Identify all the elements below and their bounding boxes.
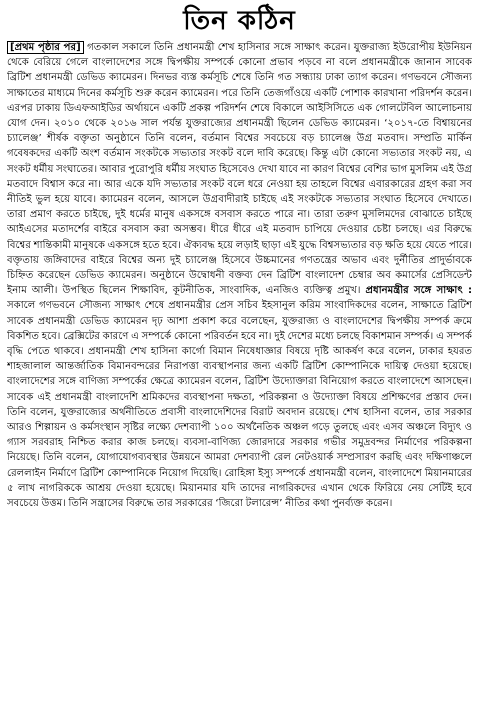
headline: তিন কঠিন	[183, 6, 296, 36]
paragraph-text: গতকাল সকালে তিনি প্রধানমন্ত্রী শেখ হাসিনার সঙ্গে সাক্ষাৎ করেন। যুক্তরাজ্য ইউরোপীয় ইউনিয়ন থেকে বেরিয়ে গেলে বাংলাদেশের সঙ্গে দ্বিপক্ষীয় সম্পর্কে কোনো প্রভাব পড়বে না বলে প্রধানমন্ত্রীকে জানান সাবেক ব্রিটিশ প্রধানমন্ত্রী ডেভিড ক্যামেরন। দিনভর ব্যস্ত কর্মসূচি শেষে তিনি গত সন্ধ্যায় ঢাকা ত্যাগ করেন। গণভবনে সৌজন্য সাক্ষাতের মাধ্যমে দিনের কর্মসূচি শুরু করেন ক্যামেরন। পরে তিনি তেজগাঁওয়ে একটি পোশাক কারখানা পরিদর্শন করেন। এরপর ঢাকায় ডিএফআইডির অর্থায়নে একটি প্রকল্প পরিদর্শন শেষে বিকালে আইসিসিতে এক গোলটেবিল আলোচনায় যোগ দেন। ২০১০ থেকে ২০১৬ সাল পর্যন্ত যুক্তরাজ্যের প্রধানমন্ত্রী ছিলেন ডেভিড ক্যামেরন। ‘২০১৭-তে বিশ্বায়নের চ্যালেঞ্জ’ শীর্ষক বক্তৃতা অনুষ্ঠানে তিনি বলেন, বর্তমান বিশ্বের সবচেয়ে বড় চ্যালেঞ্জ উগ্র মতবাদ। সম্প্রতি মার্কিন গবেষকদের একটি অংশ বর্তমান সংকটকে সভ্যতার সংকট বলে দাবি করেছে। কিন্তু এটা কোনো সভ্যতার সংকট নয়, এ সংকট ধর্মীয় সংঘাতের। আবার পুরোপুরি ধর্মীয় সংঘাত হিসেবেও দেখা যাবে না কারণ বিশ্বের বেশির ভাগ মুসলিম এই উগ্র মতবাদে বিশ্বাস করে না। আর একে যদি সভ্যতার সংকট বলে ধরে নেওয়া হয় তাহলে বিশ্বের এবারকারের গ্রহণ করা সব নীতিই ভুল হয়ে যাবে। ক্যামেরন বলেন, আসলে উগ্রবাদীরাই চাইছে এই সংকটকে সভ্যতার সংঘাত হিসেবে দেখাতে। তারা প্রমাণ করতে চাইছে, দুই ধর্মের মানুষ একসঙ্গে বসবাস করতে পারে না। তারা তরুণ মুসলিমদের বোঝাতে চাইছে আইএসের মতাদর্শের বাইরে বসবাস করা অসম্ভব। ধীরে ধীরে এই মতবাদ চাপিয়ে দেওয়ার চেষ্টা চলছে। এর বিরুদ্ধে বিশ্বের শান্তিকামী মানুষকে একসঙ্গে হতে হবে। ঐক্যবদ্ধ হয়ে লড়াই ছাড়া এই যুদ্ধে বিশ্বসভ্যতার বড় ক্ষতি হয়ে যেতে পারে। বক্তৃতায় জঙ্গিবাদের বাইরে বিশ্বের অন্য দুই চ্যালেঞ্জ হিসেবে উচ্চমানের গণতন্ত্রের অভাব এবং দুর্নীতির প্রাদুর্ভাবকে চিহ্নিত করেছেন ডেভিড ক্যামেরন। অনুষ্ঠানে উদ্বোধনী বক্তব্য দেন ব্রিটিশ বাংলাদেশ চেম্বার অব কমার্সের প্রেসিডেন্ট ইনাম আলী। উপস্থিত ছিলেন শিক্ষাবিদ, কূটনীতিক, সাংবাদিক, এনজিও ব্যক্তিত্ব প্রমুখ।	[7, 42, 472, 297]
paragraph-text: সকালে গণভবনে সৌজন্য সাক্ষাৎ শেষে প্রধানমন্ত্রীর প্রেস সচিব ইহসানুল করিম সাংবাদিকদের বলেন, সাক্ষাতে ব্রিটিশ সাবেক প্রধানমন্ত্রী ডেভিড ক্যামেরন দৃঢ় আশা প্রকাশ করে বলেছেন, যুক্তরাজ্য ও বাংলাদেশের দ্বিপক্ষীয় সম্পর্ক ক্রমে বিকশিত হবে। ব্রেক্সিটের কারণে এ সম্পর্কে কোনো পরিবর্তন হবে না। দুই দেশের মধ্যে চলছে বিকাশমান সম্পর্ক। এ সম্পর্ক বৃদ্ধি পেতে থাকবে। প্রধানমন্ত্রী শেখ হাসিনা কার্গো বিমান নিষেধাজ্ঞার বিষয়ে দৃষ্টি আকর্ষণ করে বলেন, ঢাকার হযরত শাহজালাল আন্তর্জাতিক বিমানবন্দরের নিরাপত্তা ব্যবস্থাপনার জন্য একটি ব্রিটিশ কোম্পানিকে দায়িত্ব দেওয়া হয়েছে। বাংলাদেশের সঙ্গে বাণিজ্য সম্পর্কের ক্ষেত্রে ক্যামেরন বলেন, ব্রিটিশ উদ্যোক্তারা বিনিয়োগ করতে বাংলাদেশে আসছেন। সাবেক এই প্রধানমন্ত্রী বাংলাদেশি শ্রমিকদের ব্যবস্থাপনা দক্ষতা, পরিকল্পনা ও উদ্যোক্তা বিষয়ে প্রশিক্ষণের প্রস্তাব দেন। তিনি বলেন, যুক্তরাজ্যের অর্থনীতিতে প্রবাসী বাংলাদেশিদের বিরাট অবদান রয়েছে। শেখ হাসিনা বলেন, তার সরকার আরও শিল্পায়ন ও কর্মসংস্থান সৃষ্টির লক্ষ্যে দেশব্যাপী ১০০ অর্থনৈতিক অঞ্চল গড়ে তুলছে এবং এসব অঞ্চলে বিদ্যুৎ ও গ্যাস সরবরাহ নিশ্চিত করার কাজ চলছে। ব্যবসা-বাণিজ্য জোরদারে সরকার গভীর সমুদ্রবন্দর নির্মাণের পরিকল্পনা নিয়েছে। তিনি বলেন, যোগাযোগব্যবস্থার উন্নয়নে আমরা দেশব্যাপী রেল নেটওয়ার্ক সম্প্রসারণ করছি এবং দক্ষিণাঞ্চলে রেললাইন নির্মাণে ব্রিটিশ কোম্পানিকে নিয়োগ দিয়েছি। রোহিঙ্গা ইস্যু সম্পর্কে প্রধানমন্ত্রী বলেন, বাংলাদেশে মিয়ানমারের ৫ লাখ নাগরিককে আশ্রয় দেওয়া হয়েছে। মিয়ানমার যদি তাদের নাগরিকদের এখান থেকে ফিরিয়ে নেয় সেটিই হবে সবচেয়ে উত্তম। তিনি সন্ত্রাসের বিরুদ্ধে তার সরকারের ‘জিরো টলারেন্স’ নীতির কথা পুনর্ব্যক্ত করেন।	[7, 300, 472, 510]
article-body	[7, 40, 472, 718]
continued-from-label: [প্রথম পৃষ্ঠার পর]	[7, 41, 84, 54]
paragraph	[7, 40, 472, 511]
subhead: প্রধানমন্ত্রীর সঙ্গে সাক্ষাৎ :	[365, 285, 472, 297]
